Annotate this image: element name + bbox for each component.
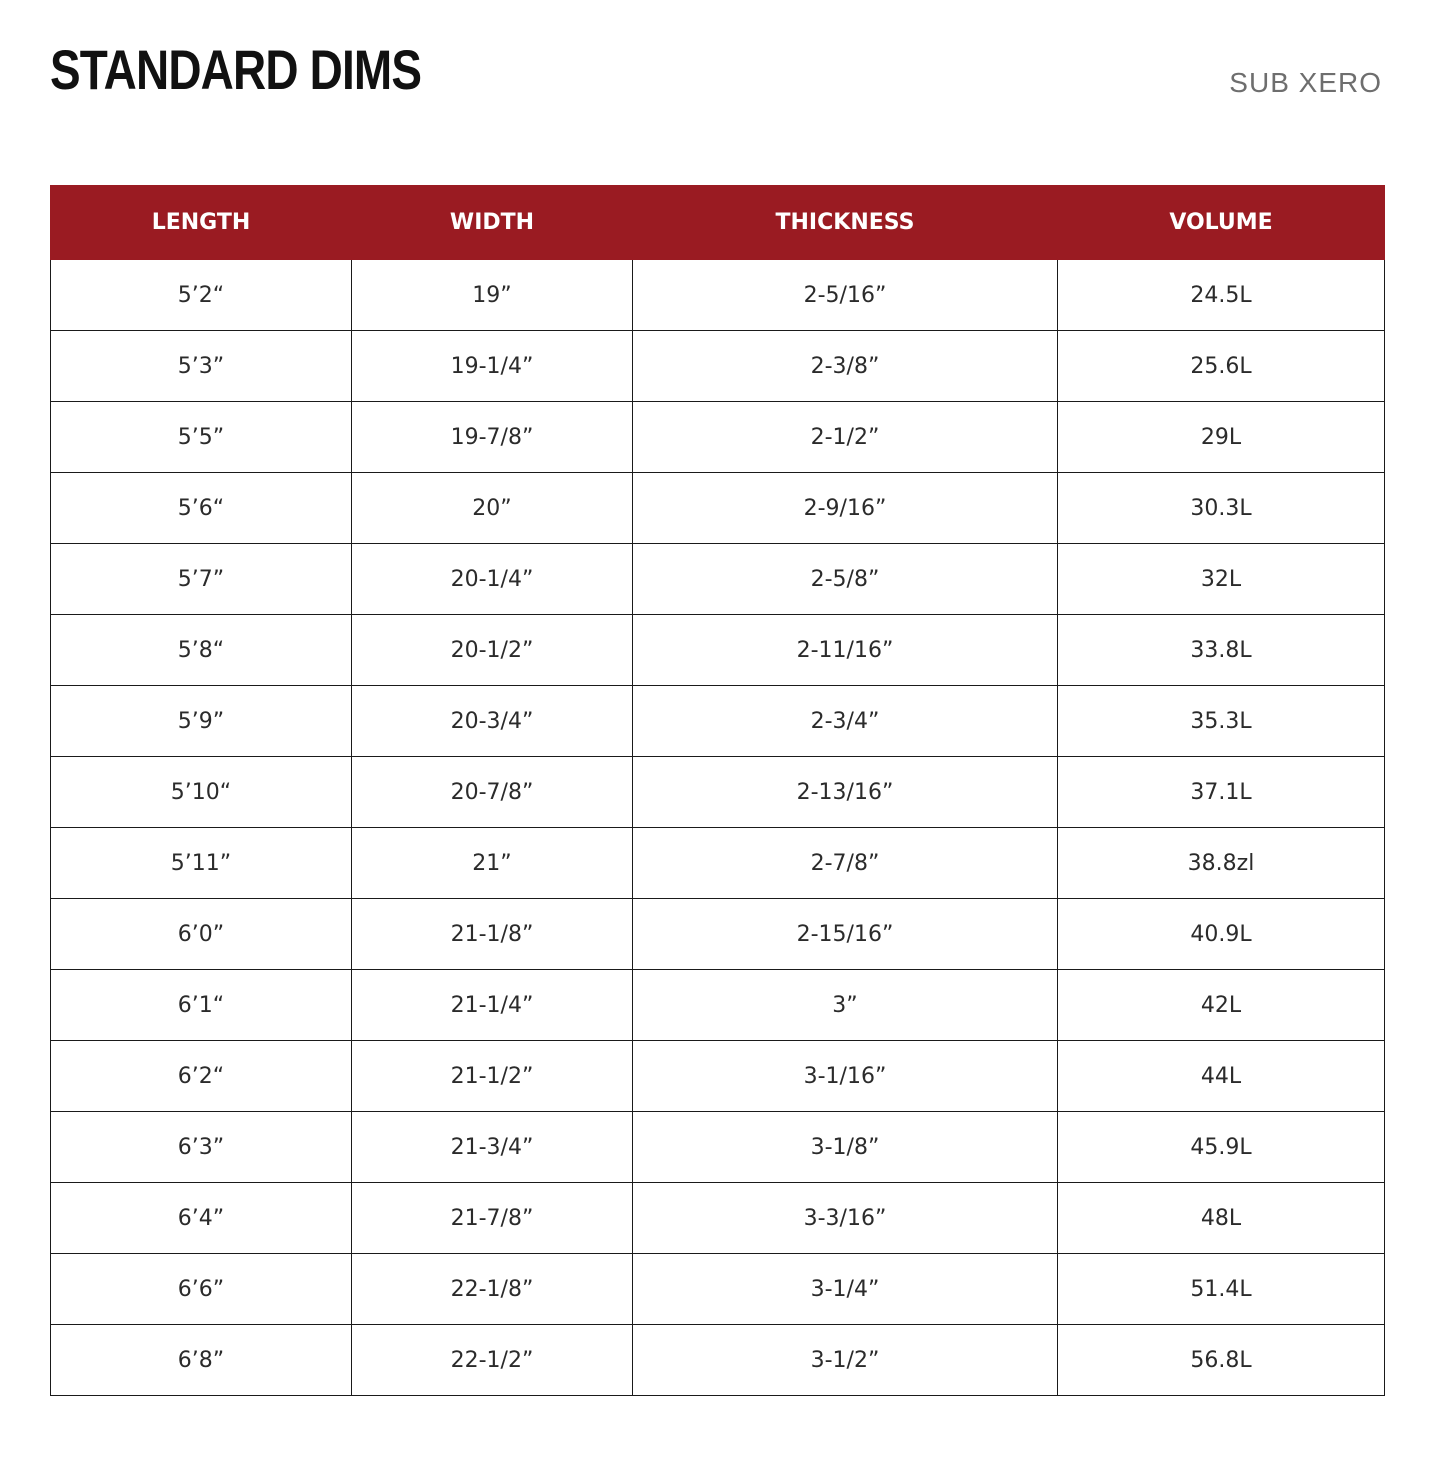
volume-cell: 51.4L [1058,1254,1385,1325]
thickness-cell: 3-1/16” [633,1041,1058,1112]
width-cell: 21-1/8” [352,899,633,970]
width-cell: 21-3/4” [352,1112,633,1183]
thickness-cell: 2-1/2” [633,402,1058,473]
width-cell: 20-7/8” [352,757,633,828]
thickness-cell: 3” [633,970,1058,1041]
length-cell: 5’10“ [51,757,352,828]
length-cell: 6’1“ [51,970,352,1041]
volume-cell: 32L [1058,544,1385,615]
width-cell: 19-7/8” [352,402,633,473]
table-row [51,1183,1385,1254]
volume-cell: 44L [1058,1041,1385,1112]
volume-cell: 45.9L [1058,1112,1385,1183]
volume-cell: 38.8zl [1058,828,1385,899]
thickness-cell: 2-5/8” [633,544,1058,615]
table-row [51,544,1385,615]
length-cell: 5’11” [51,828,352,899]
width-cell: 20” [352,473,633,544]
volume-cell: 56.8L [1058,1325,1385,1396]
table-row [51,1254,1385,1325]
length-cell: 5’9” [51,686,352,757]
table-row [51,331,1385,402]
width-cell: 20-1/4” [352,544,633,615]
length-cell: 5’6“ [51,473,352,544]
thickness-cell: 2-3/4” [633,686,1058,757]
thickness-cell: 2-11/16” [633,615,1058,686]
table-row [51,757,1385,828]
width-cell: 21-1/2” [352,1041,633,1112]
width-cell: 21-1/4” [352,970,633,1041]
dimensions-table [50,185,1385,1396]
table-header-row [51,186,1385,260]
thickness-cell: 2-15/16” [633,899,1058,970]
volume-cell: 33.8L [1058,615,1385,686]
thickness-cell: 2-9/16” [633,473,1058,544]
thickness-cell: 3-1/2” [633,1325,1058,1396]
width-cell: 19” [352,260,633,331]
thickness-cell: 3-1/8” [633,1112,1058,1183]
table-row [51,1325,1385,1396]
length-cell: 5’8“ [51,615,352,686]
length-cell: 6’6” [51,1254,352,1325]
table-row [51,615,1385,686]
table-row [51,402,1385,473]
page-title: STANDARD DIMS [50,38,422,101]
model-name: SUB XERO [1229,67,1382,98]
thickness-cell: 2-5/16” [633,260,1058,331]
column-header-length: LENGTH [51,186,352,260]
length-cell: 6’3” [51,1112,352,1183]
length-cell: 6’0” [51,899,352,970]
thickness-cell: 2-3/8” [633,331,1058,402]
width-cell: 21-7/8” [352,1183,633,1254]
volume-cell: 42L [1058,970,1385,1041]
length-cell: 5’5” [51,402,352,473]
volume-cell: 48L [1058,1183,1385,1254]
table-row [51,686,1385,757]
length-cell: 6’8” [51,1325,352,1396]
width-cell: 20-3/4” [352,686,633,757]
column-header-thickness: THICKNESS [633,186,1058,260]
thickness-cell: 2-13/16” [633,757,1058,828]
width-cell: 20-1/2” [352,615,633,686]
thickness-cell: 3-1/4” [633,1254,1058,1325]
volume-cell: 24.5L [1058,260,1385,331]
length-cell: 6’4” [51,1183,352,1254]
width-cell: 22-1/2” [352,1325,633,1396]
length-cell: 6’2“ [51,1041,352,1112]
length-cell: 5’2“ [51,260,352,331]
thickness-cell: 3-3/16” [633,1183,1058,1254]
volume-cell: 35.3L [1058,686,1385,757]
column-header-volume: VOLUME [1058,186,1385,260]
volume-cell: 40.9L [1058,899,1385,970]
column-header-width: WIDTH [352,186,633,260]
table-row [51,828,1385,899]
table-row [51,260,1385,331]
volume-cell: 25.6L [1058,331,1385,402]
width-cell: 19-1/4” [352,331,633,402]
length-cell: 5’3” [51,331,352,402]
width-cell: 21” [352,828,633,899]
width-cell: 22-1/8” [352,1254,633,1325]
length-cell: 5’7” [51,544,352,615]
table-row [51,899,1385,970]
volume-cell: 29L [1058,402,1385,473]
table-row [51,1041,1385,1112]
table-row [51,970,1385,1041]
volume-cell: 30.3L [1058,473,1385,544]
table-row [51,473,1385,544]
table-row [51,1112,1385,1183]
thickness-cell: 2-7/8” [633,828,1058,899]
volume-cell: 37.1L [1058,757,1385,828]
